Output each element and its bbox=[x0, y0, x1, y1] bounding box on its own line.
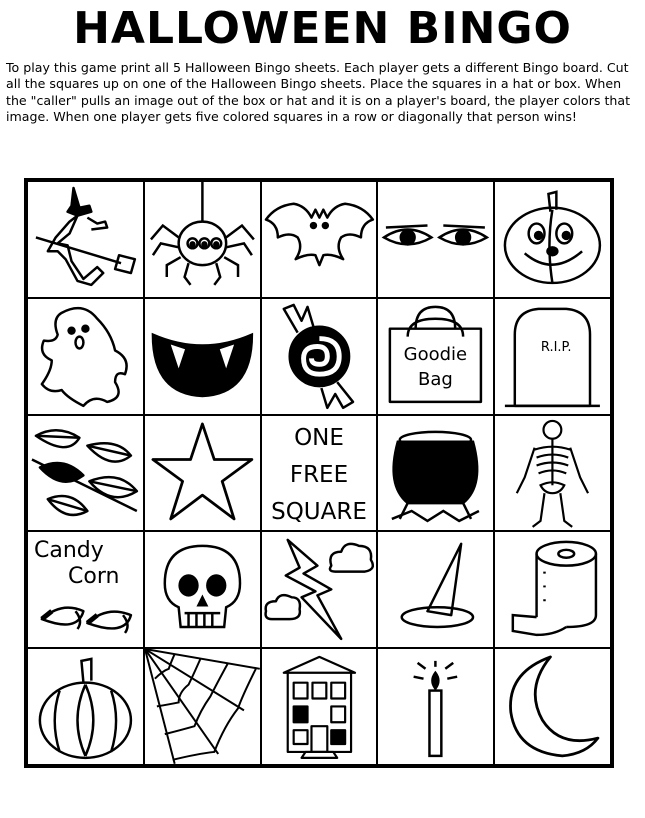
eyes-icon bbox=[378, 182, 493, 297]
bingo-square-candy[interactable] bbox=[261, 298, 378, 415]
bingo-square-jack-o-lantern[interactable] bbox=[494, 181, 611, 298]
free-square-line3: SQUARE bbox=[271, 498, 367, 525]
bingo-square-toilet-paper[interactable] bbox=[494, 531, 611, 648]
candle-icon bbox=[378, 649, 493, 764]
tombstone-icon bbox=[495, 299, 610, 414]
ghost-icon bbox=[28, 299, 143, 414]
bingo-square-candle[interactable] bbox=[377, 648, 494, 765]
vampire-mouth-icon bbox=[145, 299, 260, 414]
bingo-square-witch-hat[interactable] bbox=[377, 531, 494, 648]
candy-corn-label-line2: Corn bbox=[68, 564, 120, 590]
instructions: To play this game print all 5 Halloween Bingo sheets. Each player gets a different Bingo board. Cut all the squares up on one of the Halloween Bingo sheets. Place the squares in a hat or box. When the "caller" pulls an image out of the box or hat and it is on a player's board, the player colors that image. When one player gets five colored squares in a row or diagonally that person wins! bbox=[6, 60, 631, 125]
spider-web-icon bbox=[145, 649, 260, 764]
goodie-bag-label-line1: Goodie bbox=[403, 343, 468, 365]
bingo-square-goodie-bag[interactable] bbox=[377, 298, 494, 415]
lightning-cloud-icon bbox=[262, 532, 377, 647]
bingo-square-leaves[interactable] bbox=[27, 415, 144, 532]
toilet-paper-icon bbox=[495, 532, 610, 647]
witch-icon bbox=[28, 182, 143, 297]
candy-corn-label-line1: Candy bbox=[34, 538, 104, 564]
bingo-square-ghost[interactable] bbox=[27, 298, 144, 415]
haunted-house-icon bbox=[262, 649, 377, 764]
bingo-square-witch[interactable] bbox=[27, 181, 144, 298]
tombstone-label: R.I.P. bbox=[540, 339, 572, 355]
bingo-square-cauldron[interactable] bbox=[377, 415, 494, 532]
bingo-board bbox=[24, 178, 614, 768]
skeleton-icon bbox=[495, 416, 610, 531]
bingo-square-spider[interactable] bbox=[144, 181, 261, 298]
candy-corn-icon bbox=[28, 532, 143, 647]
skull-icon bbox=[145, 532, 260, 647]
bingo-square-moon[interactable] bbox=[494, 648, 611, 765]
page-title: HALLOWEEN BINGO bbox=[73, 3, 572, 54]
bingo-square-haunted-house[interactable] bbox=[261, 648, 378, 765]
bingo-square-lightning-cloud[interactable] bbox=[261, 531, 378, 648]
bingo-square-bat[interactable] bbox=[261, 181, 378, 298]
spider-icon bbox=[145, 182, 260, 297]
jack-o-lantern-icon bbox=[495, 182, 610, 297]
witch-hat-icon bbox=[378, 532, 493, 647]
pumpkin-icon bbox=[28, 649, 143, 764]
moon-icon bbox=[495, 649, 610, 764]
bingo-square-vampire-mouth[interactable] bbox=[144, 298, 261, 415]
bingo-square-free[interactable] bbox=[261, 415, 378, 532]
cauldron-icon bbox=[378, 416, 493, 531]
star-icon bbox=[145, 416, 260, 531]
candy-icon bbox=[262, 299, 377, 414]
bingo-square-tombstone[interactable] bbox=[494, 298, 611, 415]
bingo-square-spider-web[interactable] bbox=[144, 648, 261, 765]
free-square-line1: ONE bbox=[294, 424, 344, 451]
bat-icon bbox=[262, 182, 377, 297]
bingo-square-eyes[interactable] bbox=[377, 181, 494, 298]
free-square-line2: FREE bbox=[289, 461, 349, 488]
goodie-bag-label-line2: Bag bbox=[417, 368, 453, 390]
leaves-icon bbox=[28, 416, 143, 531]
bingo-square-pumpkin[interactable] bbox=[27, 648, 144, 765]
bingo-square-skull[interactable] bbox=[144, 531, 261, 648]
bingo-square-star[interactable] bbox=[144, 415, 261, 532]
bingo-square-skeleton[interactable] bbox=[494, 415, 611, 532]
bingo-square-candy-corn[interactable] bbox=[27, 531, 144, 648]
